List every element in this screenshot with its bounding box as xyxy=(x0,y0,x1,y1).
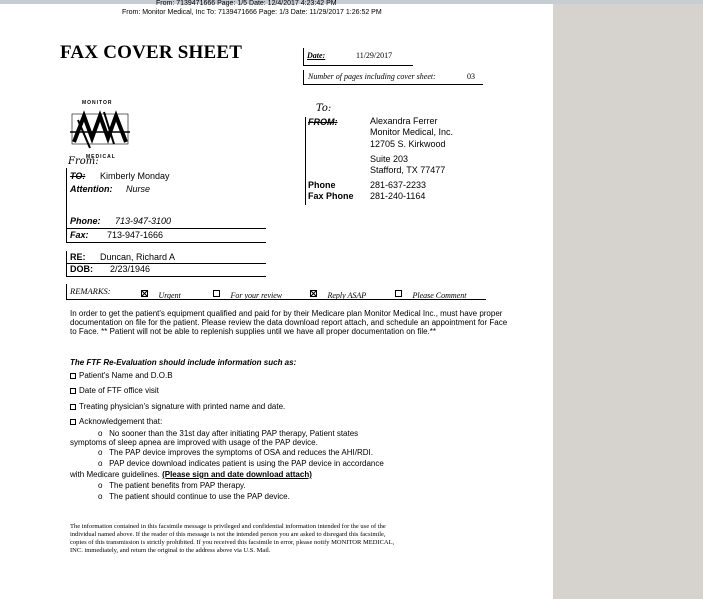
dob-underline xyxy=(66,276,266,277)
sender-phone-label: Phone: xyxy=(70,216,101,226)
reply-checkbox-group[interactable] xyxy=(310,285,366,303)
checklist-item: Acknowledgement that: xyxy=(70,417,162,426)
confidentiality-line-2: individual named above. If the reader of this message is not the intended person you are asked to disregard this facsimile, xyxy=(70,531,386,538)
recipient-address-3: Stafford, TX 77477 xyxy=(370,165,446,175)
handwritten-to: To: xyxy=(316,103,332,114)
viewer-background xyxy=(553,4,703,599)
reply-label: Reply ASAP xyxy=(327,291,367,300)
sub-item-3-cont: with Medicare guidelines. (Please sign and date download attach) xyxy=(70,470,312,479)
sender-fax-label: Fax: xyxy=(70,230,89,240)
reply-checkbox[interactable] xyxy=(310,290,317,297)
intro-paragraph: In order to get the patient's equipment qualified and paid for by their Medicare plan Monitor Medical Inc., must have proper documentation on file for the patient. Please review the data download report attach, and schedule an appointment for Face to Face. ** Patient will not be able to replenish supplies until we have all proper documentation on file.** xyxy=(70,309,508,336)
sub-item-1-cont: symptoms of sleep apnea are improved with usage of the PAP device. xyxy=(70,438,318,447)
bullet-marker: o xyxy=(98,429,103,438)
urgent-checkbox-group[interactable] xyxy=(141,285,181,303)
re-value: Duncan, Richard A xyxy=(100,252,176,262)
page-title: FAX COVER SHEET xyxy=(60,42,243,63)
pages-label: Number of pages including cover sheet: xyxy=(308,72,436,81)
attention-value: Nurse xyxy=(126,184,151,194)
date-underline xyxy=(303,65,413,66)
pages-underline xyxy=(303,84,483,85)
review-checkbox[interactable] xyxy=(213,290,220,297)
ftf-heading: The FTF Re-Evaluation should include information such as: xyxy=(70,358,297,367)
logo-top-text: MONITOR xyxy=(82,100,113,106)
recipient-fax: 281-240-1164 xyxy=(370,191,426,201)
sub-item-1: o No sooner than the 31st day after initiating PAP therapy, Patient states xyxy=(98,429,359,438)
sender-phone: 713-947-3100 xyxy=(115,216,172,226)
recipient-phone-label: Phone xyxy=(308,180,336,190)
urgent-checkbox[interactable] xyxy=(141,290,148,297)
sender-name: Kimberly Monday xyxy=(100,171,170,181)
sub-item-5: o The patient should continue to use the PAP device. xyxy=(98,492,290,501)
sub-item-3: o PAP device download indicates patient is using the PAP device in accordance xyxy=(98,459,384,468)
sign-date-instruction: (Please sign and date download attach) xyxy=(162,470,312,479)
checklist-item: Treating physician's signature with printed name and date. xyxy=(70,402,285,411)
from-block-rule xyxy=(66,168,67,242)
checklist-item: Patient's Name and D.O.B xyxy=(70,371,173,380)
comment-checkbox-group[interactable] xyxy=(395,285,466,303)
checklist-box xyxy=(70,373,76,379)
sender-phone-underline xyxy=(66,228,266,229)
date-rule xyxy=(303,48,304,65)
recipient-address-1: 12705 S. Kirkwood xyxy=(370,139,446,149)
checklist-box xyxy=(70,419,76,425)
re-underline xyxy=(66,263,266,264)
bullet-marker: o xyxy=(98,448,103,457)
to-block-label: FROM: xyxy=(308,117,338,127)
sub-item-4: o The patient benefits from PAP therapy. xyxy=(98,481,246,490)
bullet-marker: o xyxy=(98,481,103,490)
recipient-phone: 281-637-2233 xyxy=(370,180,427,190)
confidentiality-line-4: INC. immediately, and return the original to the address above via U.S. Mail. xyxy=(70,547,271,554)
sender-fax: 713-947-1666 xyxy=(107,230,164,240)
review-checkbox-group[interactable] xyxy=(213,285,282,303)
recipient-address-2: Suite 203 xyxy=(370,154,409,164)
recipient-company: Monitor Medical, Inc. xyxy=(370,127,454,137)
review-label: For your review xyxy=(230,291,283,300)
dob-value: 2/23/1946 xyxy=(110,264,151,274)
bullet-marker: o xyxy=(98,492,103,501)
comment-label: Please Comment xyxy=(412,291,467,300)
from-block-label: TO: xyxy=(70,171,86,181)
confidentiality-line-1: The information contained in this facsimile message is privileged and confidential information intended for the use of the xyxy=(70,523,386,530)
monitor-medical-logo xyxy=(68,108,132,152)
bullet-marker: o xyxy=(98,459,103,468)
checklist-box xyxy=(70,388,76,394)
urgent-label: Urgent xyxy=(158,291,181,300)
recipient-fax-label: Fax Phone xyxy=(308,191,354,201)
date-value: 11/29/2017 xyxy=(356,51,393,60)
pages-rule xyxy=(303,70,304,84)
recipient-name: Alexandra Ferrer xyxy=(370,116,438,126)
comment-checkbox[interactable] xyxy=(395,290,402,297)
re-label: RE: xyxy=(70,252,86,262)
pages-value: 03 xyxy=(467,72,475,81)
sub-item-2: o The PAP device improves the symptoms of OSA and reduces the AHI/RDI. xyxy=(98,448,373,457)
handwritten-from: From: xyxy=(68,156,99,167)
sender-fax-underline xyxy=(66,242,266,243)
confidentiality-line-3: copies of this transmission is strictly prohibited. If you received this facsimile in error, please notify MONITOR MEDICAL, xyxy=(70,539,395,546)
logo-bottom-text: MEDICAL xyxy=(86,154,116,160)
remarks-rule xyxy=(66,284,67,299)
to-block-rule xyxy=(305,117,306,205)
checklist-item: Date of FTF office visit xyxy=(70,386,159,395)
remarks-label: REMARKS: xyxy=(70,286,111,296)
fax-header-line-1: From: 7139471666 Page: 1/5 Date: 12/4/2017 4:23:42 PM xyxy=(156,0,337,7)
date-label: Date: xyxy=(307,51,326,60)
dob-label: DOB: xyxy=(70,264,93,274)
checklist-box xyxy=(70,404,76,410)
attention-label: Attention: xyxy=(70,184,113,194)
fax-header-line-2: From: Monitor Medical, Inc To: 7139471666 Page: 1/3 Date: 11/29/2017 1:26:52 PM xyxy=(122,9,382,16)
